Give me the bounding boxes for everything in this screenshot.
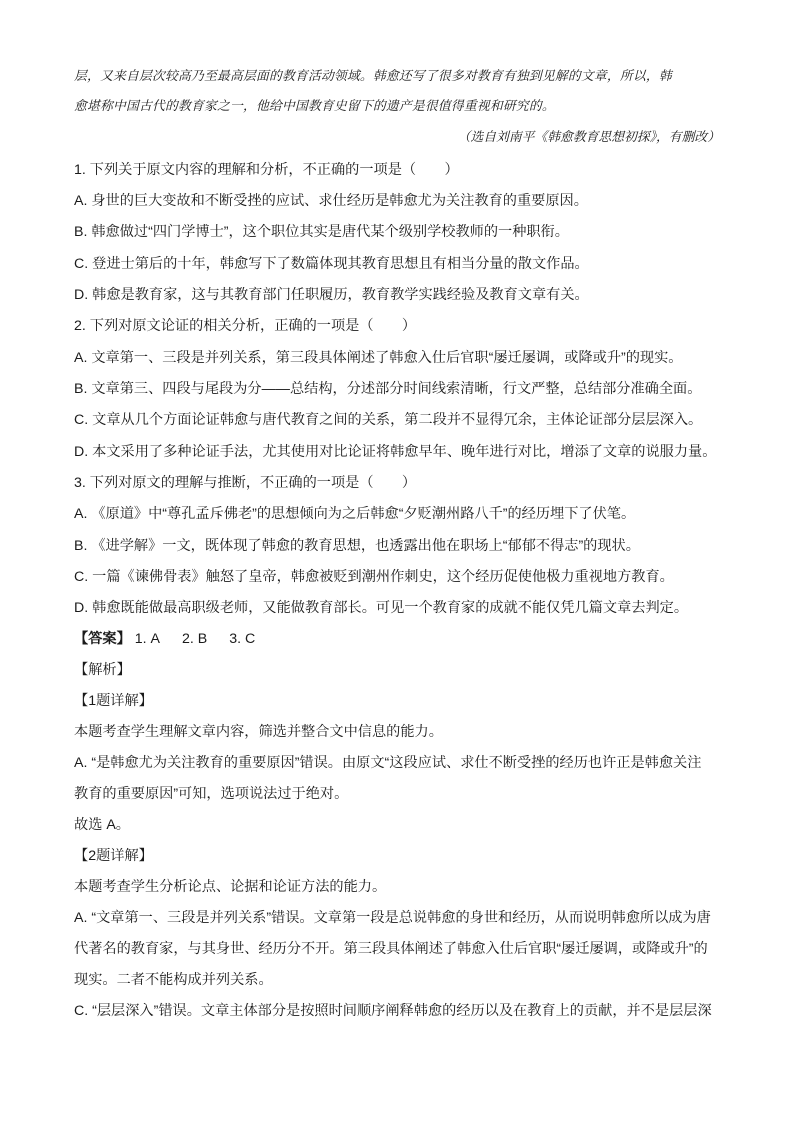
- q2-detail-line: 现实。二者不能构成并列关系。: [74, 972, 273, 988]
- option-a: A. 文章第一、三段是并列关系，第三段具体阐述了韩愈入仕后官职“屡迁屡调，或降或升”的现实。: [74, 350, 683, 366]
- option-b: B. 《进学解》一文，既体现了韩愈的教育思想，也透露出他在职场上“郁郁不得志”的现状。: [74, 538, 640, 554]
- question-stem: 2. 下列对原文论证的相关分析，正确的一项是（ ）: [74, 318, 417, 334]
- analysis-tag: 【解析】: [74, 662, 131, 678]
- option-a: A. 《原道》中“尊孔孟斥佛老”的思想倾向为之后韩愈“夕贬潮州路八千”的经历埋下了伏笔。: [74, 506, 636, 522]
- q2-detail-line: C. “层层深入”错误。文章主体部分是按照时间顺序阐释韩愈的经历以及在教育上的贡献，并不是层层深: [74, 1003, 712, 1019]
- question-stem: 1. 下列关于原文内容的理解和分析，不正确的一项是（ ）: [74, 162, 459, 178]
- option-d: D. 韩愈是教育家，这与其教育部门任职履历，教育教学实践经验及教育文章有关。: [74, 287, 589, 303]
- option-c: C. 登进士第后的十年，韩愈写下了数篇体现其教育思想且有相当分量的散文作品。: [74, 256, 589, 272]
- answer-item: 1. A: [134, 631, 161, 647]
- answer-item: 3. C: [229, 631, 256, 647]
- option-c: C. 一篇《谏佛骨表》触怒了皇帝，韩愈被贬到潮州作刺史，这个经历促使他极力重视地方教育。: [74, 569, 674, 585]
- answer-tag: 【答案】: [74, 631, 131, 647]
- passage-line: 愈堪称中国古代的教育家之一，他给中国教育史留下的遗产是很值得重视和研究的。: [74, 99, 555, 114]
- answer-item: 2. B: [182, 631, 208, 647]
- q1-detail-line: 本题考查学生理解文章内容，筛选并整合文中信息的能力。: [74, 724, 443, 740]
- q1-detail-tag: 【1题详解】: [74, 693, 153, 709]
- q2-detail-line: A. “文章第一、三段是并列关系”错误。文章第一段是总说韩愈的身世和经历，从而说明韩愈所以成为唐: [74, 910, 711, 926]
- q2-detail-line: 本题考查学生分析论点、论据和论证方法的能力。: [74, 879, 387, 895]
- option-b: B. 文章第三、四段与尾段为分——总结构，分述部分时间线索清晰，行文严整，总结部分准确全面。: [74, 381, 702, 397]
- passage-line: 层，又来自层次较高乃至最高层面的教育活动领域。韩愈还写了很多对教育有独到见解的文章，所以，韩: [74, 69, 672, 84]
- q1-detail-line: A. “是韩愈尤为关注教育的重要原因”错误。由原文“这段应试、求仕不断受挫的经历也许正是韩愈关注: [74, 755, 702, 771]
- q2-detail-tag: 【2题详解】: [74, 848, 153, 864]
- passage-source: （选自刘南平《韩愈教育思想初探》，有删改）: [457, 130, 720, 145]
- option-d: D. 本文采用了多种论证手法，尤其使用对比论证将韩愈早年、晚年进行对比，增添了文章的说服力量。: [74, 444, 717, 460]
- option-b: B. 韩愈做过“四门学博士”，这个职位其实是唐代某个级别学校教师的一种职衔。: [74, 224, 569, 240]
- q1-detail-line: 教育的重要原因”可知，选项说法过于绝对。: [74, 786, 349, 802]
- question-stem: 3. 下列对原文的理解与推断，不正确的一项是（ ）: [74, 475, 417, 491]
- q2-detail-line: 代著名的教育家，与其身世、经历分不开。第三段具体阐述了韩愈入仕后官职“屡迁屡调，或降或升”的: [74, 941, 708, 957]
- answer-line: [74, 628, 720, 650]
- option-c: C. 文章从几个方面论证韩愈与唐代教育之间的关系，第二段并不显得冗余，主体论证部分层层深入。: [74, 412, 703, 428]
- option-a: A. 身世的巨大变故和不断受挫的应试、求仕经历是韩愈尤为关注教育的重要原因。: [74, 193, 588, 209]
- q1-detail-line: 故选 A。: [74, 817, 130, 833]
- option-d: D. 韩愈既能做最高职级老师，又能做教育部长。可见一个教育家的成就不能仅凭几篇文章去判定。: [74, 600, 689, 616]
